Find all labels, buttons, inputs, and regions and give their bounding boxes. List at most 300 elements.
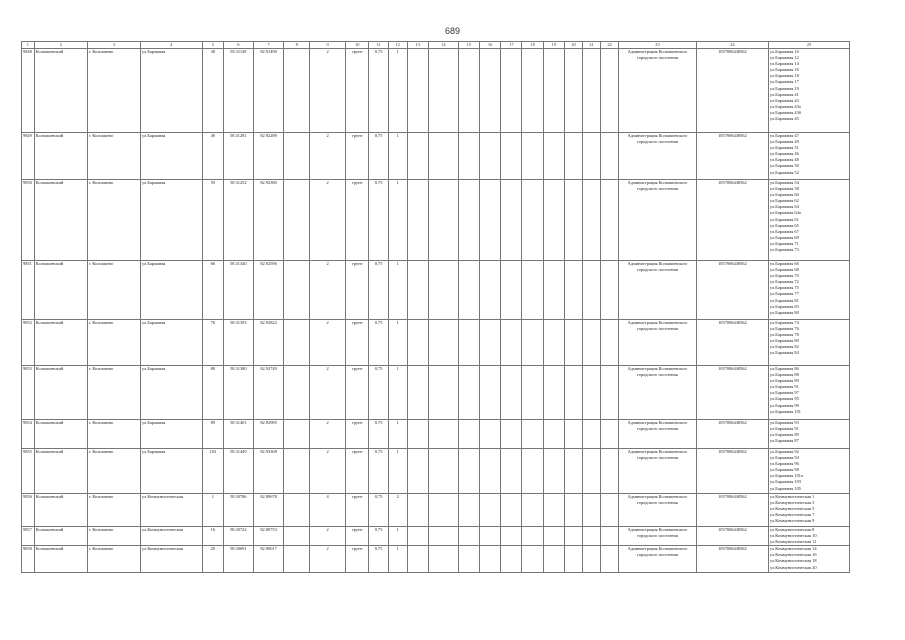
latitude-cell: 58.30722: [223, 527, 253, 546]
ogrn-cell: 1057006448562: [696, 133, 768, 180]
address-line: ул.Баражная 61: [770, 216, 799, 222]
ogrn-cell: 1057006448562: [696, 49, 768, 133]
containers-cell: 2: [388, 494, 407, 527]
district-cell: Колпашевский: [34, 420, 87, 449]
ogrn-cell: 1057006448562: [696, 180, 768, 261]
empty-cell: [458, 49, 479, 133]
latitude-cell: 58.31149: [223, 49, 253, 133]
empty-cell: [428, 261, 458, 320]
count-cell: 2: [309, 180, 345, 261]
column-number-header: 25: [769, 42, 850, 49]
address-line: ул.Баражная 18: [770, 73, 799, 79]
address-line: ул.Коммунистическая 3: [770, 500, 815, 506]
street-cell: ул.Баражная: [141, 366, 203, 420]
area-cell: 0,75: [369, 133, 388, 180]
empty-cell: [522, 49, 543, 133]
address-line: ул.Баражная 14: [770, 61, 799, 67]
district-cell: Колпашевский: [34, 261, 87, 320]
empty-cell: [543, 133, 564, 180]
district-cell: Колпашевский: [34, 494, 87, 527]
empty-cell: [543, 449, 564, 494]
empty-cell: [284, 261, 310, 320]
empty-cell: [501, 527, 522, 546]
area-cell: 0,75: [369, 449, 388, 494]
address-line: ул.Баражная 94: [770, 455, 799, 461]
address-line: ул.Баражная 17: [770, 79, 799, 85]
city-cell: г. Колпашево: [87, 180, 140, 261]
column-number-header: 20: [564, 42, 582, 49]
served-addresses-cell: [769, 49, 850, 133]
address-line: ул.Баражная 68: [770, 267, 799, 273]
empty-cell: [458, 180, 479, 261]
row-number: 9849: [22, 133, 35, 180]
longitude-cell: 82.91490: [253, 49, 284, 133]
address-line: ул.Баражная 69: [770, 234, 799, 240]
empty-cell: [479, 261, 500, 320]
empty-cell: [543, 527, 564, 546]
address-line: ул.Коммунистическая 1: [770, 494, 815, 499]
address-line: ул.Баражная 101: [770, 408, 801, 414]
empty-cell: [583, 49, 601, 133]
address-line: ул.Баражная 19: [770, 85, 799, 91]
empty-cell: [543, 366, 564, 420]
address-line: ул.Коммунистическая 7: [770, 512, 815, 518]
house-cell: 20: [202, 546, 223, 573]
table-row: [22, 527, 850, 546]
row-number: 9857: [22, 527, 35, 546]
house-cell: 59: [202, 180, 223, 261]
address-line: ул.Баражная 12: [770, 55, 799, 61]
column-number-header: 5: [202, 42, 223, 49]
address-line: ул.Коммунистическая 10: [770, 533, 817, 539]
empty-cell: [407, 261, 428, 320]
empty-cell: [407, 320, 428, 366]
row-number: 9852: [22, 320, 35, 366]
address-line: ул.Баражная 52: [770, 169, 799, 175]
city-cell: г. Колпашево: [87, 546, 140, 573]
column-number-header: 19: [543, 42, 564, 49]
empty-cell: [522, 320, 543, 366]
owner-cell: Администрация Колпашевского городского поселения: [619, 366, 697, 420]
area-cell: 0,75: [369, 546, 388, 573]
empty-cell: [583, 527, 601, 546]
table-row: [22, 133, 850, 180]
latitude-cell: 58.30691: [223, 546, 253, 573]
address-line: ул.Баражная 95: [770, 396, 799, 402]
row-number: 9858: [22, 546, 35, 573]
ogrn-cell: 1057006448562: [696, 494, 768, 527]
empty-cell: [501, 133, 522, 180]
count-cell: 2: [309, 366, 345, 420]
latitude-cell: 58.31252: [223, 180, 253, 261]
column-number-header: 22: [601, 42, 619, 49]
empty-cell: [601, 49, 619, 133]
empty-cell: [458, 546, 479, 573]
column-number-header: 9: [309, 42, 345, 49]
empty-cell: [543, 546, 564, 573]
latitude-cell: 58.30786: [223, 494, 253, 527]
address-line: ул.Баражная 48: [770, 157, 799, 163]
address-line: ул.Коммунистическая 11: [770, 539, 817, 545]
address-line: ул.Баражная 80: [770, 309, 799, 315]
empty-cell: [543, 494, 564, 527]
empty-cell: [428, 527, 458, 546]
city-cell: г. Колпашево: [87, 320, 140, 366]
containers-cell: 1: [388, 546, 407, 573]
address-line: ул.Баражная 84: [770, 350, 799, 356]
row-number: 9848: [22, 49, 35, 133]
street-cell: ул.Коммунистическая: [141, 494, 203, 527]
column-number-header: 10: [346, 42, 369, 49]
address-line: ул.Баражная 16: [770, 67, 799, 73]
district-cell: Колпашевский: [34, 49, 87, 133]
street-cell: ул.Баражная: [141, 180, 203, 261]
row-number: 9856: [22, 494, 35, 527]
ogrn-cell: 1057006448562: [696, 420, 768, 449]
empty-cell: [522, 420, 543, 449]
empty-cell: [501, 261, 522, 320]
address-line: ул.Баражная 54: [770, 180, 799, 185]
house-cell: 16: [202, 527, 223, 546]
empty-cell: [564, 420, 582, 449]
empty-cell: [407, 180, 428, 261]
owner-cell: Администрация Колпашевского городского поселения: [619, 180, 697, 261]
address-line: ул.Баражная 73: [770, 247, 799, 253]
district-cell: Колпашевский: [34, 546, 87, 573]
empty-cell: [284, 133, 310, 180]
house-cell: 49: [202, 133, 223, 180]
column-number-header: 12: [388, 42, 407, 49]
containers-cell: 1: [388, 49, 407, 133]
column-number-header: 17: [501, 42, 522, 49]
page-number: 689: [444, 26, 461, 36]
empty-cell: [458, 320, 479, 366]
served-addresses-cell: [769, 449, 850, 494]
address-line: ул.Коммунистическая 18: [770, 558, 817, 564]
column-number-header: 15: [458, 42, 479, 49]
empty-cell: [407, 527, 428, 546]
address-line: ул.Баражная 103: [770, 479, 801, 485]
table-row: [22, 180, 850, 261]
empty-cell: [501, 449, 522, 494]
longitude-cell: 82.92749: [253, 366, 284, 420]
containers-cell: 1: [388, 366, 407, 420]
empty-cell: [407, 366, 428, 420]
address-line: ул.Баражная 99: [770, 402, 799, 408]
column-number-header: 18: [522, 42, 543, 49]
column-number-header: 2: [34, 42, 87, 49]
empty-cell: [428, 420, 458, 449]
empty-cell: [564, 449, 582, 494]
empty-cell: [284, 320, 310, 366]
surface-cell: грунт: [346, 261, 369, 320]
empty-cell: [407, 49, 428, 133]
empty-cell: [479, 133, 500, 180]
served-addresses-cell: [769, 420, 850, 449]
empty-cell: [601, 546, 619, 573]
address-line: ул.Баражная 91: [770, 426, 799, 432]
address-line: ул.Баражная 72: [770, 279, 799, 285]
latitude-cell: 58.31340: [223, 261, 253, 320]
containers-cell: 1: [388, 320, 407, 366]
empty-cell: [583, 449, 601, 494]
containers-cell: 1: [388, 449, 407, 494]
latitude-cell: 58.31393: [223, 320, 253, 366]
empty-cell: [501, 366, 522, 420]
surface-cell: грунт: [346, 320, 369, 366]
address-line: ул.Баражная 64а: [770, 210, 801, 216]
area-cell: 0,75: [369, 494, 388, 527]
empty-cell: [428, 49, 458, 133]
empty-cell: [501, 494, 522, 527]
empty-cell: [501, 49, 522, 133]
empty-cell: [564, 494, 582, 527]
address-line: ул.Баражная 89: [770, 378, 799, 384]
empty-cell: [501, 546, 522, 573]
address-line: ул.Коммунистическая 5: [770, 506, 815, 512]
empty-cell: [522, 494, 543, 527]
empty-cell: [407, 494, 428, 527]
district-cell: Колпашевский: [34, 180, 87, 261]
address-line: ул.Баражная 46: [770, 151, 799, 157]
empty-cell: [428, 449, 458, 494]
count-cell: 2: [309, 320, 345, 366]
column-number-header: 11: [369, 42, 388, 49]
address-line: ул.Баражная 10: [770, 49, 799, 54]
address-line: ул.Баражная 49: [770, 139, 799, 145]
column-number-header: 8: [284, 42, 310, 49]
empty-cell: [428, 494, 458, 527]
empty-cell: [543, 320, 564, 366]
containers-cell: 1: [388, 420, 407, 449]
empty-cell: [407, 449, 428, 494]
address-line: ул.Баражная 78: [770, 332, 799, 338]
area-cell: 0,75: [369, 49, 388, 133]
district-cell: Колпашевский: [34, 133, 87, 180]
empty-cell: [601, 133, 619, 180]
empty-cell: [583, 133, 601, 180]
table-row: [22, 366, 850, 420]
empty-cell: [458, 261, 479, 320]
empty-cell: [458, 527, 479, 546]
address-line: ул.Баражная 67: [770, 228, 799, 234]
address-line: ул.Баражная 96: [770, 461, 799, 467]
empty-cell: [522, 449, 543, 494]
empty-cell: [601, 527, 619, 546]
empty-cell: [601, 420, 619, 449]
empty-cell: [564, 546, 582, 573]
empty-cell: [284, 420, 310, 449]
latitude-cell: 58.31401: [223, 420, 253, 449]
address-line: ул.Коммунистическая 20: [770, 564, 817, 570]
empty-cell: [564, 527, 582, 546]
ogrn-cell: 1057006448562: [696, 449, 768, 494]
column-number-header: 4: [141, 42, 203, 49]
owner-cell: Администрация Колпашевского городского поселения: [619, 546, 697, 573]
city-cell: г. Колпашево: [87, 494, 140, 527]
surface-cell: грунт: [346, 546, 369, 573]
surface-cell: грунт: [346, 180, 369, 261]
area-cell: 0,75: [369, 420, 388, 449]
empty-cell: [428, 366, 458, 420]
street-cell: ул.Коммунистическая: [141, 546, 203, 573]
address-line: ул.Баражная 74: [770, 320, 799, 325]
empty-cell: [501, 180, 522, 261]
longitude-cell: 82.92289: [253, 133, 284, 180]
empty-cell: [479, 320, 500, 366]
empty-cell: [564, 49, 582, 133]
column-number-header: 6: [223, 42, 253, 49]
empty-cell: [601, 366, 619, 420]
owner-cell: Администрация Колпашевского городского поселения: [619, 449, 697, 494]
table-row: [22, 261, 850, 320]
table-row: [22, 546, 850, 573]
served-addresses-cell: [769, 133, 850, 180]
house-cell: 89: [202, 420, 223, 449]
street-cell: ул.Баражная: [141, 449, 203, 494]
house-cell: 66: [202, 261, 223, 320]
empty-cell: [458, 494, 479, 527]
empty-cell: [564, 180, 582, 261]
ogrn-cell: 1057006448562: [696, 546, 768, 573]
empty-cell: [284, 180, 310, 261]
empty-cell: [284, 546, 310, 573]
table-row: [22, 494, 850, 527]
address-line: ул.Баражная 66: [770, 261, 799, 266]
owner-cell: Администрация Колпашевского городского поселения: [619, 261, 697, 320]
count-cell: 2: [309, 546, 345, 573]
count-cell: 2: [309, 527, 345, 546]
row-number: 9851: [22, 261, 35, 320]
empty-cell: [479, 527, 500, 546]
house-cell: 88: [202, 366, 223, 420]
empty-cell: [583, 494, 601, 527]
longitude-cell: 82.92380: [253, 180, 284, 261]
address-line: ул.Баражная 91: [770, 384, 799, 390]
empty-cell: [601, 449, 619, 494]
table-row: [22, 449, 850, 494]
address-line: ул.Баражная 80: [770, 338, 799, 344]
longitude-cell: 82.89678: [253, 494, 284, 527]
column-number-header: 24: [696, 42, 768, 49]
empty-cell: [428, 546, 458, 573]
count-cell: 4: [309, 494, 345, 527]
surface-cell: грунт: [346, 366, 369, 420]
city-cell: г. Колпашево: [87, 527, 140, 546]
latitude-cell: 58.31281: [223, 133, 253, 180]
column-number-header: 21: [583, 42, 601, 49]
address-line: ул.Баражная 58: [770, 186, 799, 192]
empty-cell: [284, 366, 310, 420]
street-cell: ул.Баражная: [141, 49, 203, 133]
column-number-header: 7: [253, 42, 284, 49]
empty-cell: [583, 180, 601, 261]
served-addresses-cell: [769, 527, 850, 546]
longitude-cell: 82.93308: [253, 449, 284, 494]
served-addresses-cell: [769, 546, 850, 573]
empty-cell: [458, 420, 479, 449]
house-cell: 1: [202, 494, 223, 527]
empty-cell: [522, 261, 543, 320]
empty-cell: [284, 494, 310, 527]
address-line: ул.Баражная 76: [770, 326, 799, 332]
district-cell: Колпашевский: [34, 449, 87, 494]
empty-cell: [601, 320, 619, 366]
empty-cell: [501, 320, 522, 366]
served-addresses-cell: [769, 261, 850, 320]
empty-cell: [522, 366, 543, 420]
ogrn-cell: 1057006448562: [696, 366, 768, 420]
empty-cell: [458, 133, 479, 180]
count-cell: 2: [309, 449, 345, 494]
surface-cell: грунт: [346, 494, 369, 527]
empty-cell: [564, 133, 582, 180]
empty-cell: [564, 366, 582, 420]
area-cell: 0,75: [369, 320, 388, 366]
empty-cell: [479, 546, 500, 573]
column-number-header: 3: [87, 42, 140, 49]
empty-cell: [522, 180, 543, 261]
latitude-cell: 58.31449: [223, 449, 253, 494]
address-line: ул.Баражная 41: [770, 91, 799, 97]
empty-cell: [601, 180, 619, 261]
address-line: ул.Баражная 92: [770, 449, 799, 454]
empty-cell: [501, 420, 522, 449]
empty-cell: [284, 449, 310, 494]
address-line: ул.Баражная 43а: [770, 103, 801, 109]
empty-cell: [522, 527, 543, 546]
address-line: ул.Баражная 93: [770, 420, 799, 425]
empty-cell: [284, 49, 310, 133]
owner-cell: Администрация Колпашевского городского поселения: [619, 49, 697, 133]
containers-cell: 1: [388, 261, 407, 320]
containers-cell: 1: [388, 133, 407, 180]
address-line: ул.Баражная 77: [770, 291, 799, 297]
empty-cell: [543, 261, 564, 320]
table-row: [22, 49, 850, 133]
owner-cell: Администрация Колпашевского городского поселения: [619, 320, 697, 366]
empty-cell: [479, 449, 500, 494]
address-line: ул.Баражная 43: [770, 97, 799, 103]
empty-cell: [522, 133, 543, 180]
empty-cell: [479, 180, 500, 261]
column-number-header: 14: [428, 42, 458, 49]
address-line: ул.Баражная 71: [770, 240, 799, 246]
surface-cell: грунт: [346, 49, 369, 133]
row-number: 9850: [22, 180, 35, 261]
registry-table: [21, 41, 850, 573]
empty-cell: [583, 320, 601, 366]
area-cell: 0,75: [369, 180, 388, 261]
empty-cell: [522, 546, 543, 573]
address-line: ул.Баражная 101а: [770, 473, 803, 479]
address-line: ул.Баражная 60: [770, 192, 799, 198]
ogrn-cell: 1057006448562: [696, 261, 768, 320]
empty-cell: [479, 49, 500, 133]
column-number-header: 1: [22, 42, 35, 49]
count-cell: 2: [309, 49, 345, 133]
empty-cell: [583, 366, 601, 420]
city-cell: г. Колпашево: [87, 49, 140, 133]
ogrn-cell: 1057006448562: [696, 320, 768, 366]
empty-cell: [428, 133, 458, 180]
empty-cell: [479, 420, 500, 449]
column-number-row: [22, 42, 850, 49]
count-cell: 2: [309, 420, 345, 449]
street-cell: ул.Баражная: [141, 420, 203, 449]
containers-cell: 1: [388, 180, 407, 261]
empty-cell: [583, 261, 601, 320]
